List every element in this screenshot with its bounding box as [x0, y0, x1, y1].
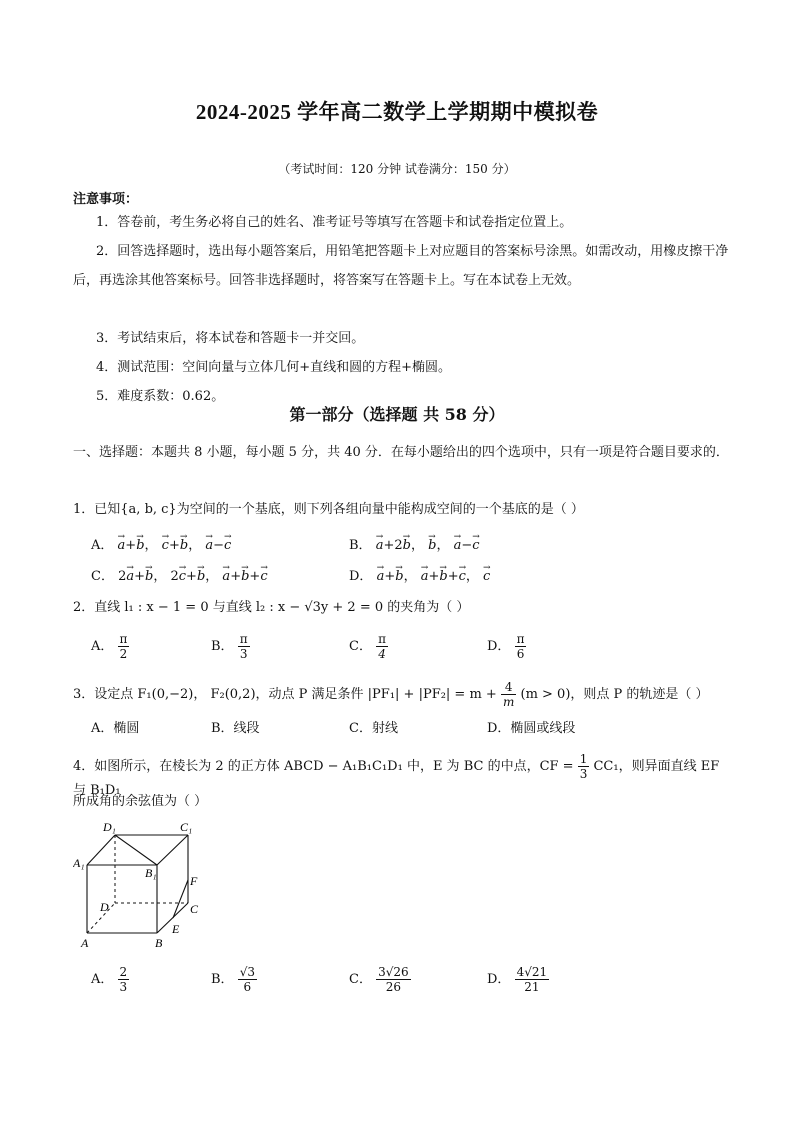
label-c: C [190, 902, 199, 916]
q1-option-d: D． → a+→ b， → a+→ b+→ c， → c [349, 567, 490, 587]
label-c1: C₁ [180, 820, 193, 834]
cube-figure [73, 815, 213, 955]
label-d1: D₁ [103, 820, 116, 834]
q3-option-c: C．射线 [349, 721, 398, 736]
notice-item-1: 1．答卷前，考生务必将自己的姓名、准考证号等填写在答题卡和试卷指定位置上。 [96, 215, 573, 230]
label-d: D [100, 900, 109, 914]
q2-option-a: A． $\frac{\pi}{2}$ [91, 632, 128, 661]
q3-option-b: B．线段 [211, 721, 260, 736]
q1-suffix: 为空间的一个基底，则下列各组向量中能构成空间的一个基底的是（ ） [176, 502, 584, 517]
question-2: 2．直线 l₁ : x − 1 = 0 与直线 l₂ : x − √3y + 2 = 0 的夹角为（ ） [73, 600, 470, 615]
q3-option-d: D．椭圆或线段 [487, 721, 576, 736]
question-4: 4．如图所示，在棱长为 2 的正方体 ABCD − A₁B₁C₁D₁ 中，E 为 BC 的中点，CF = $\frac{1}{3}$ CC₁，则异面直线 EF 与 B₁D₁ [73, 752, 720, 798]
q2-option-b: B． $\frac{\pi}{3}$ [211, 632, 248, 661]
question-3: 3．设定点 F₁(0,−2)， F₂(0,2)，动点 P 满足条件 |PF₁| + |PF₂| = m + $\frac{4}{m}$ (m > 0)，则点 P 的轨迹是（ ） [73, 680, 709, 709]
q1-option-b: B． → a+2→ b， → b， → a−→ c [349, 536, 480, 556]
notice-item-5: 5．难度系数：0.62。 [96, 389, 225, 404]
q1-option-a: A． → a+→ b， → c+→ b， → a−→ c [91, 536, 231, 556]
label-b: B [155, 936, 163, 950]
label-a: A [81, 936, 89, 950]
label-e: E [172, 922, 180, 936]
q2-option-c: C． $\frac{\pi}{4}$ [349, 632, 386, 661]
q1-option-c: C． 2→ a+→ b， 2→ c+→ b， → a+→ b+→ c [91, 567, 268, 587]
q4-option-a: A． $\frac{2}{3}$ [91, 965, 128, 994]
label-a1: A₁ [73, 856, 85, 870]
q4-option-b: B． $\frac{√3}{6}$ [211, 965, 255, 994]
q4-option-c: C． $\frac{3√26}{26}$ [349, 965, 409, 994]
question-4-line2: 所成角的余弦值为（ ） [73, 794, 208, 809]
q1-basis: {a, b, c} [120, 502, 177, 517]
part-one-intro: 一、选择题：本题共 8 小题，每小题 5 分，共 40 分．在每小题给出的四个选项中，只有一项是符合题目要求的． [73, 445, 729, 460]
notice-item-3: 3．考试结束后，将本试卷和答题卡一并交回。 [96, 331, 365, 346]
section-title: 第一部分（选择题 共 58 分） [289, 405, 505, 424]
exam-title: 2024-2025 学年高二数学上学期期中模拟卷 [195, 100, 599, 124]
question-1 [73, 500, 733, 520]
q3-option-a: A．椭圆 [91, 721, 140, 736]
exam-subtitle: （考试时间：120 分钟 试卷满分：150 分） [278, 162, 516, 176]
notice-heading: 注意事项： [73, 192, 139, 207]
label-b1: B₁ [145, 866, 157, 880]
q2-option-d: D． $\frac{\pi}{6}$ [487, 632, 525, 661]
notice-item-2: 2．回答选择题时，选出每小题答案后，用铅笔把答题卡上对应题目的答案标号涂黑。如需改动，用橡皮擦干净后，再选涂其他答案标号。回答非选择题时，将答案写在答题卡上。写在本试卷上无效。 [73, 244, 729, 288]
q1-prefix: 1．已知 [73, 502, 121, 517]
notice-item-4: 4．测试范围：空间向量与立体几何+直线和圆的方程+椭圆。 [96, 360, 452, 375]
q4-option-d: D． $\frac{4√21}{21}$ [487, 965, 548, 994]
label-f: F [190, 874, 198, 888]
